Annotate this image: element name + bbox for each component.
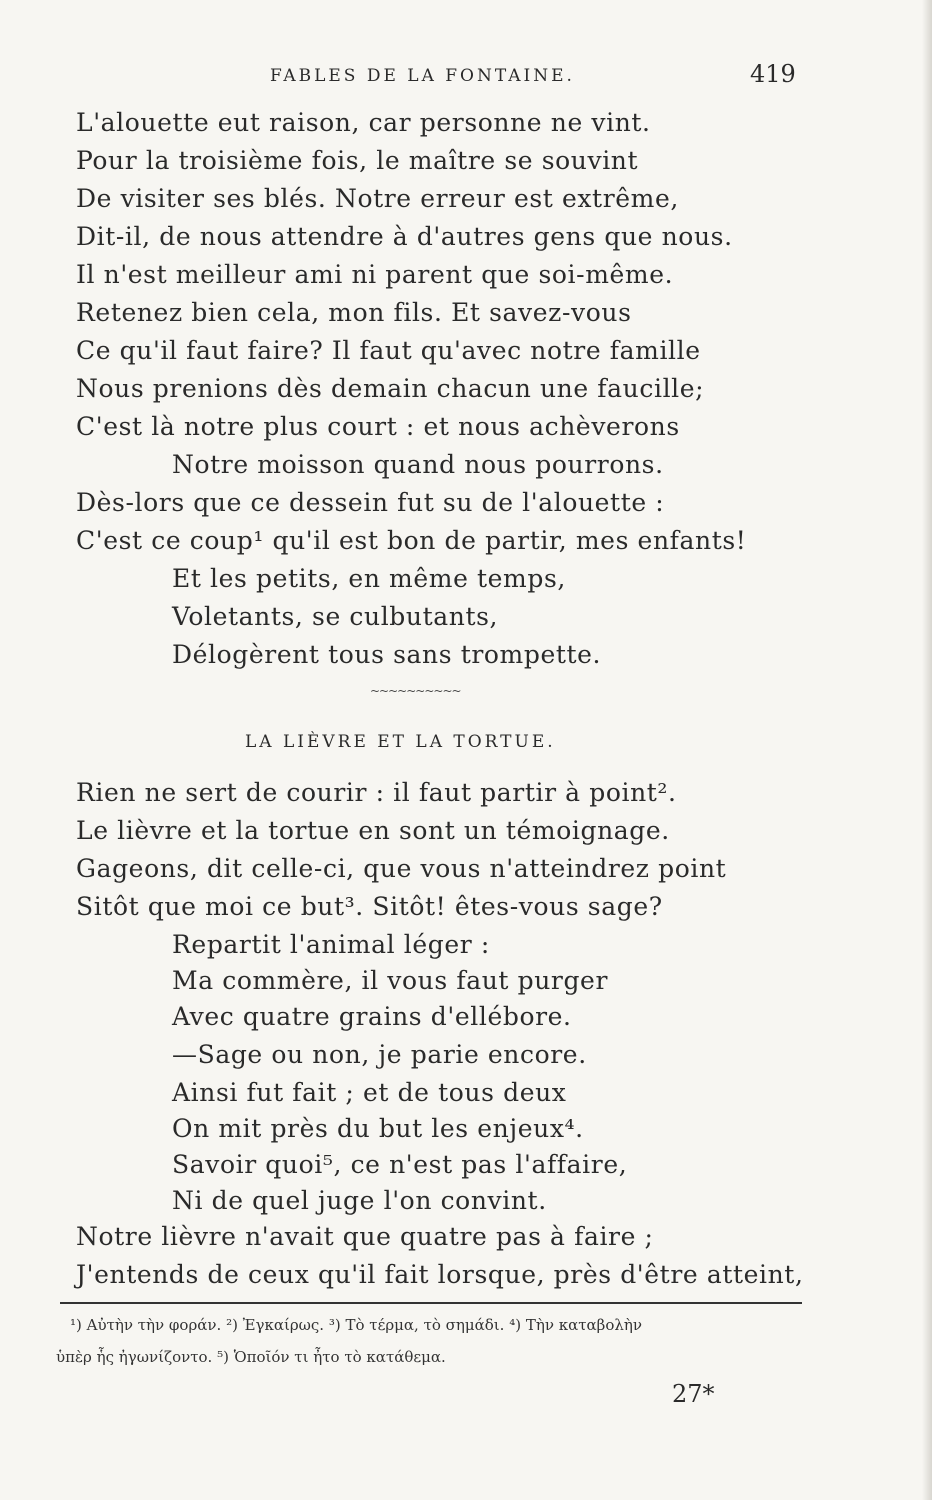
verse-line: —Sage ou non, je parie encore. [172,1040,587,1069]
verse-line: Délogèrent tous sans trompette. [172,640,602,669]
verse-line: Dit-il, de nous attendre à d'autres gens que nous. [76,222,733,251]
verse-line: Savoir quoi⁵, ce n'est pas l'affaire, [172,1150,628,1179]
verse-line: Notre lièvre n'avait que quatre pas à faire ; [76,1222,654,1251]
verse-line: Dès-lors que ce dessein fut su de l'alouette : [76,488,665,517]
verse-line: Avec quatre grains d'ellébore. [172,1002,572,1031]
verse-line: L'alouette eut raison, car personne ne vint. [76,108,651,137]
verse-line: Il n'est meilleur ami ni parent que soi-même. [76,260,674,289]
verse-line: C'est ce coup¹ qu'il est bon de partir, mes enfants! [76,526,747,555]
verse-line: C'est là notre plus court : et nous achèverons [76,412,680,441]
signature-mark: 27* [672,1380,715,1408]
running-title: FABLES DE LA FONTAINE. [270,66,575,86]
fable-title: LA LIÈVRE ET LA TORTUE. [245,732,556,752]
verse-line: J'entends de ceux qu'il fait lorsque, près d'être atteint, [76,1260,804,1289]
verse-line: Nous prenions dès demain chacun une faucille; [76,374,705,403]
page-number: 419 [750,60,796,88]
verse-line: Sitôt que moi ce but³. Sitôt! êtes-vous sage? [76,892,663,921]
verse-line: Ce qu'il faut faire? Il faut qu'avec notre famille [76,336,701,365]
verse-line: Pour la troisième fois, le maître se souvint [76,146,639,175]
page-header [0,60,932,90]
verse-line: Retenez bien cela, mon fils. Et savez-vous [76,298,632,327]
verse-line: Gageons, dit celle-ci, que vous n'atteindrez point [76,854,727,883]
section-ornament: ~~~~~~~~~~ [370,684,461,698]
verse-line: Ma commère, il vous faut purger [172,966,608,995]
verse-line: Repartit l'animal léger : [172,930,490,959]
verse-line: Le lièvre et la tortue en sont un témoignage. [76,816,670,845]
footnote-rule [60,1302,802,1304]
verse-line: Voletants, se culbutants, [172,602,499,631]
footnote-line: ¹) Αὐτὴν τὴν φοράν. ²) Ἐγκαίρως. ³) Τὸ τέρμα, τὸ σημάδι. ⁴) Τὴν καταβολὴν [70,1316,642,1334]
footnote-line: ὑπὲρ ἧς ἠγωνίζοντο. ⁵) Ὁποῖόν τι ἦτο τὸ κατάθεμα. [56,1348,446,1366]
verse-line: Ni de quel juge l'on convint. [172,1186,547,1215]
verse-line: Et les petits, en même temps, [172,564,566,593]
page-edge-shadow [922,0,932,1500]
verse-line: Notre moisson quand nous pourrons. [172,450,664,479]
verse-line: On mit près du but les enjeux⁴. [172,1114,584,1143]
verse-line: Ainsi fut fait ; et de tous deux [172,1078,567,1107]
verse-line: Rien ne sert de courir : il faut partir à point². [76,778,677,807]
verse-line: De visiter ses blés. Notre erreur est extrême, [76,184,679,213]
